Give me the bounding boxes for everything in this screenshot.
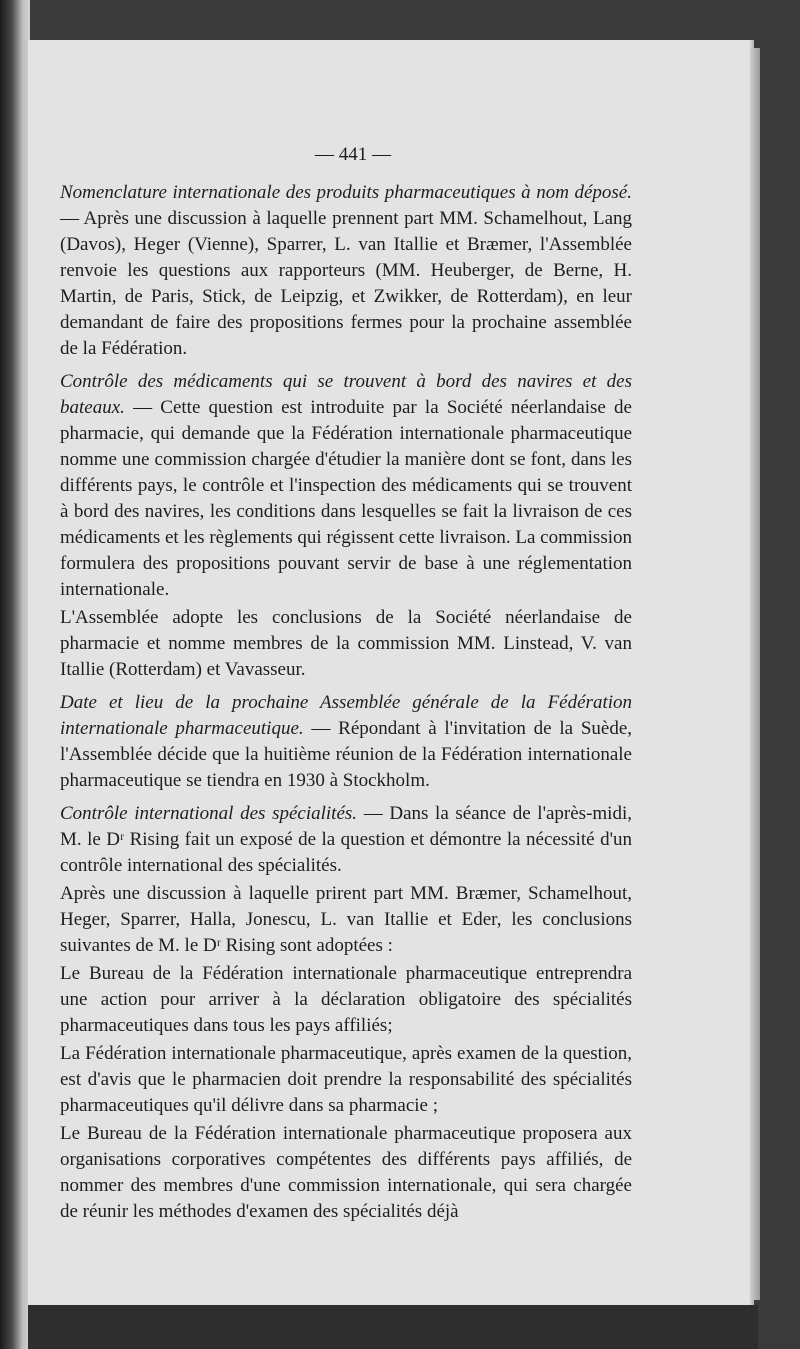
paragraph-text: La Fédération internationale pharmaceutique, après examen de la question, est d'avis que le pharmacien doit prendre la responsabilité des spécialités pharmaceutiques qu'il délivre dans sa pharmacie ; (60, 1043, 632, 1116)
paragraph-nomenclature (60, 180, 632, 362)
paragraph-text: L'Assemblée adopte les conclusions de la Société néerlandaise de pharmacie et nomme membres de la commission MM. Linstead, V. van Itallie (Rotterdam) et Vavasseur. (60, 607, 632, 680)
paragraph-text: — Dans la séance de l'après-midi, M. le Dʳ Rising fait un exposé de la question et démontre la nécessité d'un contrôle international des spécialités. (60, 803, 632, 876)
section-heading: Date et lieu de la prochaine Assemblée générale de la Fédération internationale pharmaceutique. (60, 692, 632, 739)
paragraph-text: — Après une discussion à laquelle prennent part MM. Schamelhout, Lang (Davos), Heger (Vienne), Sparrer, L. van Itallie et Bræmer, l'Assemblée renvoie les questions aux rapporteurs (MM. Heuberger, de Berne, H. Martin, de Paris, Stick, de Leipzig, et Zwikker, de Rotterdam), en leur demandant de faire des propositions fermes pour la prochaine assemblée de la Fédération. (60, 208, 632, 359)
paragraph-controle-specialites (60, 801, 632, 879)
paragraph-text: Le Bureau de la Fédération internationale pharmaceutique proposera aux organisations corporatives compétentes des différents pays affiliés, de nommer des membres d'une commission internationale, qui sera chargée de réunir les méthodes d'examen des spécialités déjà (60, 1123, 632, 1222)
document-body (60, 180, 632, 1225)
page-number: — 441 — (315, 144, 391, 165)
paragraph-discussion (60, 881, 632, 959)
paragraph-text: Après une discussion à laquelle prirent part MM. Bræmer, Schamelhout, Heger, Sparrer, Halla, Jonescu, L. van Itallie et Eder, les conclusions suivantes de M. le Dʳ Rising sont adoptées : (60, 883, 632, 956)
page-edge (750, 48, 760, 1300)
paragraph-text: — Cette question est introduite par la Société néerlandaise de pharmacie, qui demande que la Fédération internationale pharmaceutique nomme une commission chargée d'étudier la manière dont se font, dans les différents pays, le contrôle et l'inspection des médicaments qui se trouvent à bord des navires, les conditions dans lesquelles se fait la livraison de ces médicaments et les règlements qui régissent cette livraison. La commission formulera des propositions pouvant servir de base à une réglementation internationale. (60, 397, 632, 600)
paragraph-assemblee-adopte (60, 605, 632, 683)
paragraph-text: Le Bureau de la Fédération internationale pharmaceutique entreprendra une action pour arriver à la déclaration obligatoire des spécialités pharmaceutiques dans tous les pays affiliés; (60, 963, 632, 1036)
paragraph-federation-avis (60, 1041, 632, 1119)
paragraph-bureau-propose (60, 1121, 632, 1225)
page-shadow (28, 1305, 758, 1349)
paragraph-controle-medicaments (60, 369, 632, 603)
book-spine (0, 0, 30, 1349)
section-heading: Contrôle des médicaments qui se trouvent à bord des navires et des bateaux. (60, 371, 632, 418)
paragraph-text: — Répondant à l'invitation de la Suède, l'Assemblée décide que la huitième réunion de la Fédération internationale pharmaceutique se tiendra en 1930 à Stockholm. (60, 718, 632, 791)
section-heading: Contrôle international des spécialités. (60, 803, 358, 824)
paragraph-date-lieu (60, 690, 632, 794)
section-heading: Nomenclature internationale des produits pharmaceutiques à nom déposé. (60, 182, 632, 203)
paragraph-bureau-action (60, 961, 632, 1039)
